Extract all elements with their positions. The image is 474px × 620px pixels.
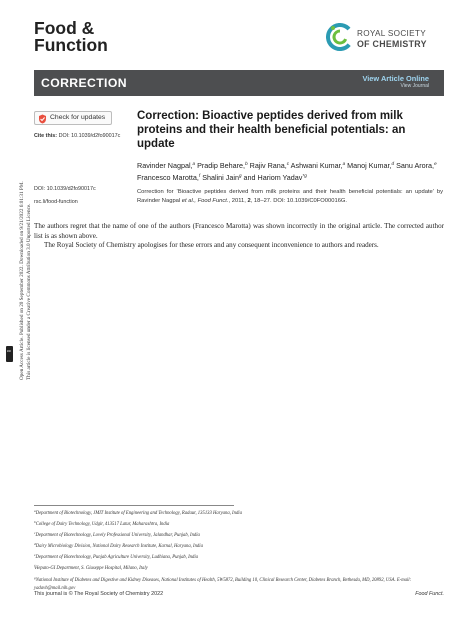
journal-title-line2: Function bbox=[34, 34, 108, 55]
author-name: Sanu Arora, bbox=[394, 161, 435, 170]
author-affiliation-mark: d bbox=[391, 161, 395, 166]
article-body bbox=[34, 222, 444, 251]
view-article-online-text[interactable]: View Article Online bbox=[362, 74, 429, 83]
publisher-name-line1: ROYAL SOCIETY bbox=[357, 29, 426, 38]
author-affiliation-mark: e bbox=[434, 161, 437, 166]
footer-journal: Food Funct. bbox=[415, 591, 444, 597]
footnote-item bbox=[34, 551, 444, 562]
footnote-mark: f bbox=[34, 564, 35, 569]
view-journal-link[interactable]: View Journal bbox=[400, 83, 429, 89]
author-affiliation-mark: a bbox=[342, 161, 346, 166]
author-affiliation-mark: c bbox=[286, 161, 290, 166]
footnote-text: Department of Biotechnology, Punjab Agriculture University, Ludhiana, Punjab, India bbox=[35, 555, 198, 561]
footnote-item bbox=[34, 562, 444, 573]
journal-title bbox=[34, 20, 108, 53]
publisher-logo[interactable] bbox=[326, 20, 444, 56]
footnote-mark: c bbox=[34, 531, 36, 536]
author-name: Francesco Marotta, bbox=[137, 173, 199, 182]
author-affiliation-mark: g bbox=[238, 173, 242, 178]
author-name: Ashwani Kumar, bbox=[289, 161, 343, 170]
footnote-item bbox=[34, 574, 444, 593]
correction-for-citation bbox=[137, 188, 443, 205]
footnote-mark: g bbox=[34, 575, 36, 580]
author-list bbox=[137, 159, 443, 183]
footnote-divider bbox=[34, 505, 234, 506]
author-affiliation-mark: f bbox=[198, 173, 201, 178]
journal-site-link[interactable]: rsc.li/food-function bbox=[34, 199, 78, 205]
footnote-text: Department of Biotechnology, JMIT Institute of Engineering and Technology, Radaur, 135133 Haryana, India bbox=[35, 511, 242, 516]
affiliation-footnotes bbox=[34, 507, 444, 593]
correction-for-prefix: Correction for ‘Bioactive peptides derived from milk proteins and their health beneficial potentials: an update’ by Ravinder Nagpal bbox=[137, 189, 443, 204]
author-name: Shalini Jain bbox=[200, 173, 239, 182]
correction-for-volume: 2 bbox=[247, 197, 251, 204]
article-type-label: CORRECTION bbox=[41, 76, 127, 90]
footnote-item bbox=[34, 529, 444, 540]
footnote-mark: b bbox=[34, 520, 36, 525]
article-doi[interactable]: DOI: 10.1039/d2fo90017c bbox=[34, 186, 96, 192]
author-name: and Hariom Yadav bbox=[241, 173, 303, 182]
footnote-text: College of Dairy Technology, Udgir, 413517 Latur, Maharashtra, India bbox=[35, 522, 170, 528]
footnote-item bbox=[34, 518, 444, 529]
journal-title-line1: Food & bbox=[34, 18, 95, 38]
open-access-line1: Open Access Article. Published on 20 September 2022. Downloaded on 9/21/2022 6:01:31 PM. bbox=[19, 181, 25, 380]
author-name: Pradip Behare, bbox=[195, 161, 246, 170]
cite-this bbox=[34, 133, 120, 139]
rsc-logo-icon bbox=[326, 22, 354, 52]
footnote-text: Department of Biotechnology, Lovely Professional University, Jalandhar, Punjab, India bbox=[35, 533, 200, 539]
author-affiliation-mark: *g bbox=[302, 173, 307, 178]
author-affiliation-mark: b bbox=[245, 161, 248, 166]
footnote-mark: d bbox=[34, 542, 36, 547]
footer-copyright: This journal is © The Royal Society of Chemistry 2022 bbox=[34, 591, 164, 597]
cc-badge-label: cc bbox=[7, 348, 11, 353]
licence-line2[interactable]: This article is licensed under a Creative Commons Attribution 3.0 Unported Licence. bbox=[26, 203, 32, 380]
footnote-text: National Institute of Diabetes and Digestive and Kidney Diseases, National Institutes of Health, 5W5872, Building 10, Clinical Research Center, Diabetes Branch, Bethesda, MD, 20892, USA. E-mail: yadavh@mail.nih.gov bbox=[34, 577, 412, 591]
creative-commons-badge-icon[interactable] bbox=[6, 346, 13, 362]
correction-for-suffix: , 2011, bbox=[228, 197, 248, 204]
footnote-mark: e bbox=[34, 553, 36, 558]
cite-this-label: Cite this: bbox=[34, 133, 58, 139]
author-name: Manoj Kumar, bbox=[345, 161, 392, 170]
footnote-text: Dairy Microbiology Division, National Dairy Research Institute, Karnal, Haryana, India bbox=[35, 544, 203, 550]
article-type-banner bbox=[34, 70, 444, 96]
author-affiliation-mark: a bbox=[192, 161, 196, 166]
view-article-online-link[interactable] bbox=[362, 74, 429, 90]
author-name: Rajiv Rana, bbox=[247, 161, 287, 170]
check-updates-icon bbox=[38, 114, 47, 124]
author-name: Ravinder Nagpal, bbox=[137, 161, 193, 170]
article-title: Correction: Bioactive peptides derived from milk proteins and their health beneficial potentials: an update bbox=[137, 110, 406, 150]
publisher-name-line2: OF CHEMISTRY bbox=[357, 39, 427, 49]
footnote-mark: a bbox=[34, 509, 36, 513]
correction-for-etal: et al., Food Funct. bbox=[181, 197, 229, 204]
correction-for-doi[interactable]: , 18–27. DOI: 10.1039/C0FO00016G. bbox=[250, 197, 348, 204]
check-for-updates-label[interactable]: Check for updates bbox=[50, 114, 106, 121]
footnote-text: Hepato-GI Department, S. Giuseppe Hospital, Milano, Italy bbox=[34, 566, 148, 572]
open-access-notice bbox=[5, 140, 32, 380]
cite-this-doi[interactable]: DOI: 10.1039/d2fo90017c bbox=[58, 133, 121, 139]
footnote-item bbox=[34, 507, 444, 518]
body-paragraph-1: The authors regret that the name of one of the authors (Francesco Marotta) was shown incorrectly in the original article. The corrected author list is as shown above. bbox=[34, 222, 444, 240]
footnote-item bbox=[34, 540, 444, 551]
body-paragraph-2: The Royal Society of Chemistry apologises for these errors and any consequent inconvenience to authors and readers. bbox=[44, 241, 379, 250]
check-for-updates-button[interactable] bbox=[34, 111, 112, 125]
